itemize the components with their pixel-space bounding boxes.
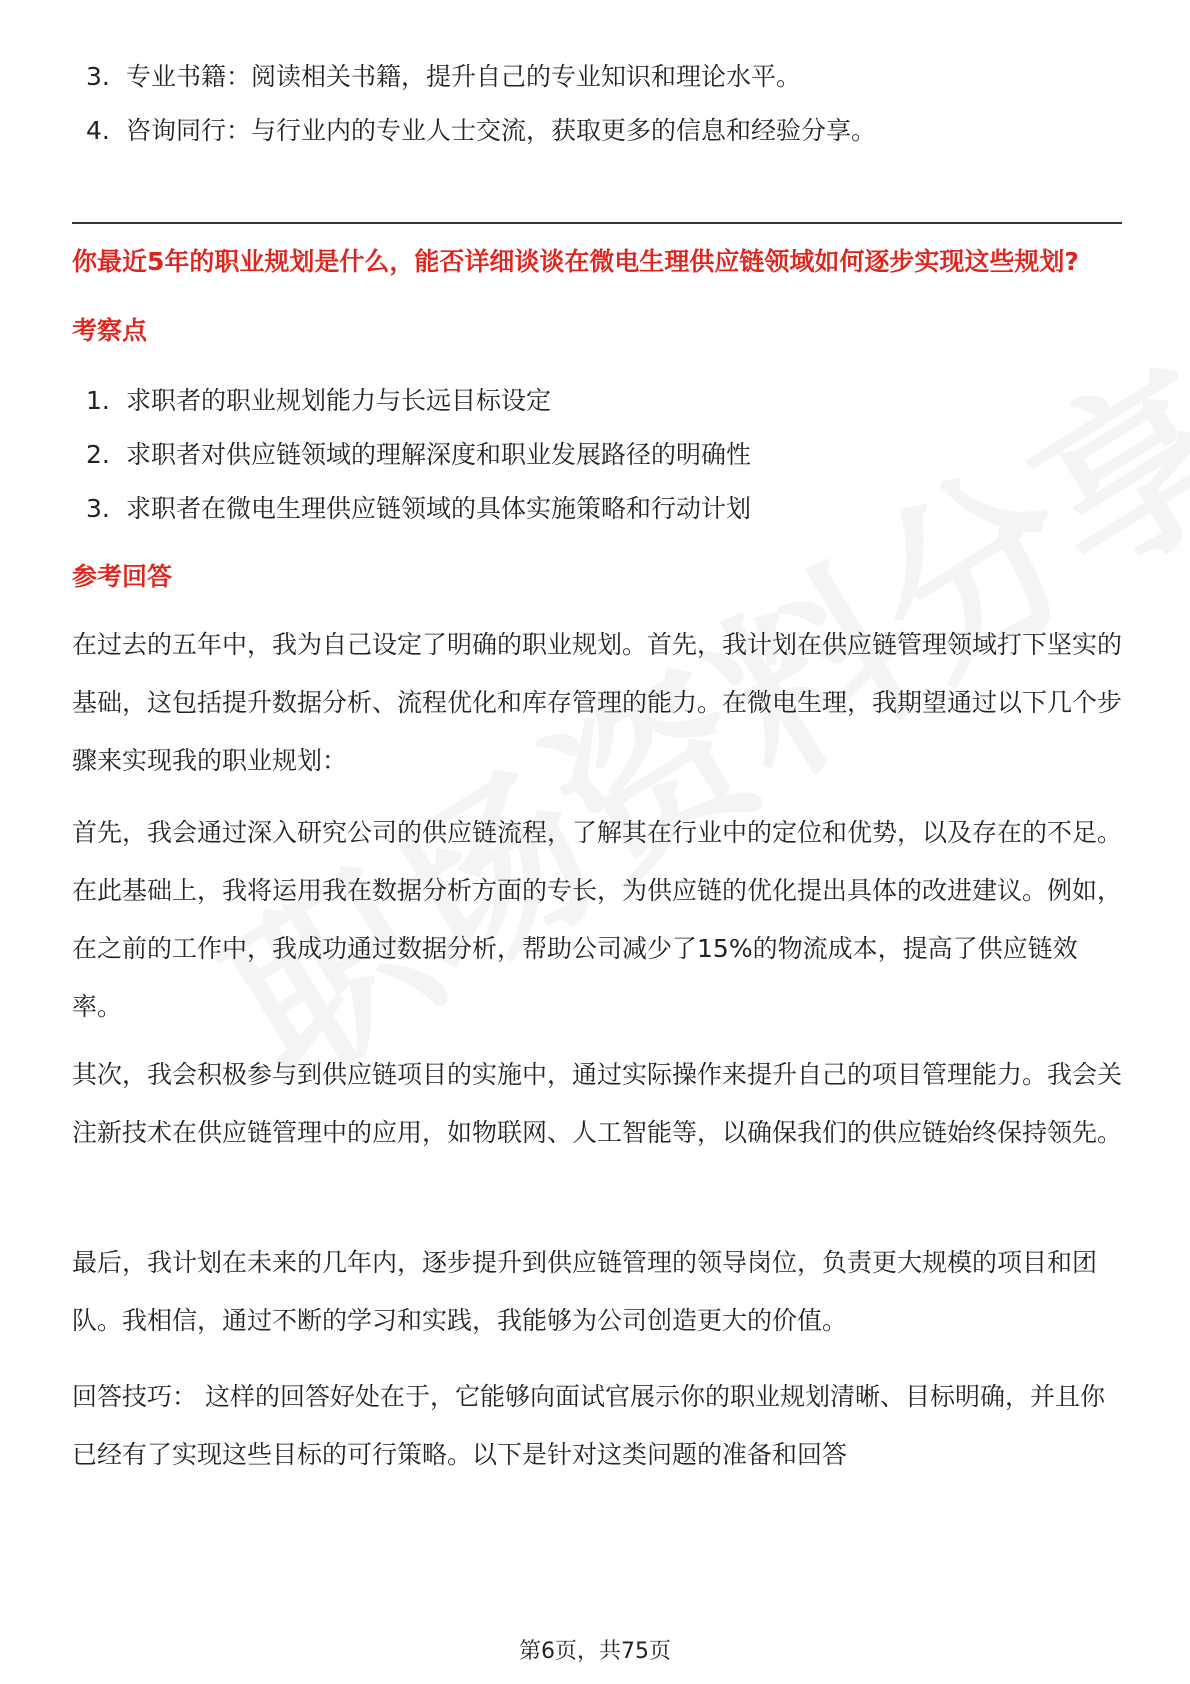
answer-label: 参考回答 <box>72 562 173 591</box>
top-list <box>72 60 1122 148</box>
list-text: 求职者对供应链领域的理解深度和职业发展路径的明确性 <box>126 440 752 469</box>
list-text: 专业书籍：阅读相关书籍，提升自己的专业知识和理论水平。 <box>126 62 802 91</box>
list-item <box>72 384 1122 418</box>
list-number: 3. <box>86 62 110 91</box>
answer-paragraph: 在过去的五年中，我为自己设定了明确的职业规划。首先，我计划在供应链管理领域打下坚实的基础，这包括提升数据分析、流程优化和库存管理的能力。在微电生理，我期望通过以下几个步骤来实现我的职业规划： <box>72 630 1123 775</box>
kaocha-label: 考察点 <box>72 316 148 345</box>
tips-paragraph: 回答技巧： 这样的回答好处在于，它能够向面试官展示你的职业规划清晰、目标明确，并且你已经有了实现这些目标的可行策略。以下是针对这类问题的准备和回答 <box>72 1382 1105 1469</box>
answer-paragraph: 首先，我会通过深入研究公司的供应链流程，了解其在行业中的定位和优势，以及存在的不足。在此基础上，我将运用我在数据分析方面的专长，为供应链的优化提出具体的改进建议。例如，在之前的工作中，我成功通过数据分析，帮助公司减少了15%的物流成本，提高了供应链效率。 <box>72 818 1123 1021</box>
list-number: 1. <box>86 386 110 415</box>
question-heading: 你最近5年的职业规划是什么，能否详细谈谈在微电生理供应链领域如何逐步实现这些规划? <box>72 247 1079 276</box>
list-item <box>72 60 1122 94</box>
kaocha-list <box>72 384 1122 526</box>
list-text: 求职者的职业规划能力与长远目标设定 <box>126 386 552 415</box>
section-divider <box>72 222 1122 224</box>
list-item <box>72 438 1122 472</box>
list-item <box>72 114 1122 148</box>
answer-paragraph: 其次，我会积极参与到供应链项目的实施中，通过实际操作来提升自己的项目管理能力。我会关注新技术在供应链管理中的应用，如物联网、人工智能等，以确保我们的供应链始终保持领先。 <box>72 1060 1123 1147</box>
list-text: 咨询同行：与行业内的专业人士交流，获取更多的信息和经验分享。 <box>126 116 877 145</box>
answer-paragraph: 最后，我计划在未来的几年内，逐步提升到供应链管理的领导岗位，负责更大规模的项目和团队。我相信，通过不断的学习和实践，我能够为公司创造更大的价值。 <box>72 1248 1098 1335</box>
list-text: 求职者在微电生理供应链领域的具体实施策略和行动计划 <box>126 494 752 523</box>
page-footer: 第6页，共75页 <box>519 1639 671 1664</box>
list-number: 4. <box>86 116 110 145</box>
list-item <box>72 492 1122 526</box>
list-number: 3. <box>86 494 110 523</box>
list-number: 2. <box>86 440 110 469</box>
